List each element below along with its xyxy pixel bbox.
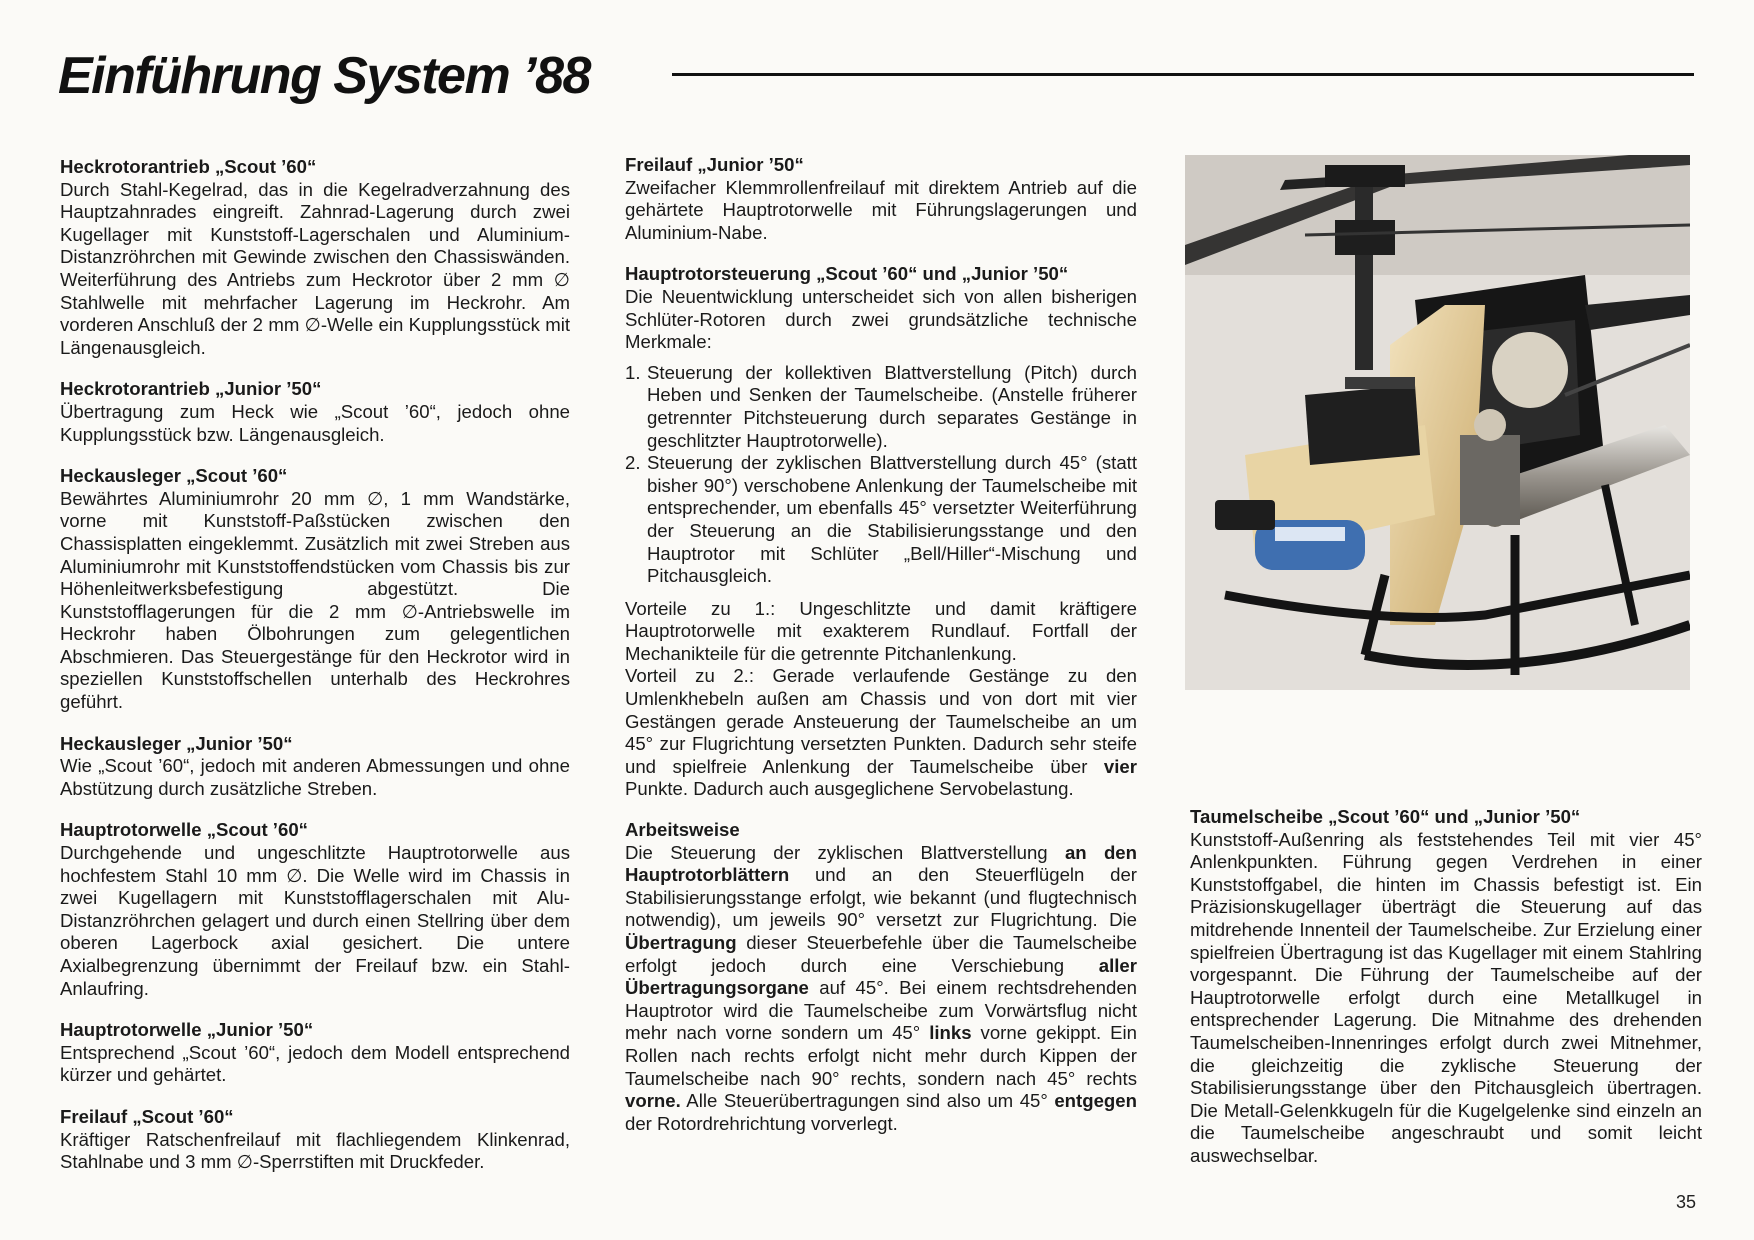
section-text: Kräftiger Ratschenfreilauf mit flachliegendem Klinkenrad, Stahlnabe und 3 mm ∅-Sperrstiften mit Druckfeder. [60, 1128, 570, 1173]
bold-run: vorne. [625, 1090, 681, 1112]
section-heading: Arbeitsweise [625, 819, 740, 841]
helicopter-model-photo-icon [1185, 155, 1690, 690]
section-heading: Heckrotorantrieb „Junior ’50“ [60, 378, 322, 400]
advantage-2 [625, 665, 1137, 801]
section [1190, 806, 1702, 1168]
advantage-1: Vorteile zu 1.: Ungeschlitzte und damit kräftigere Hauptrotorwelle mit exakterem Rundlauf. Fortfall der Mechanikteile für die getrennte Pitchanlenkung. [625, 597, 1137, 664]
text-run: dieser Steuerbefehle über die Taumelscheibe erfolgt jedoch durch eine Verschiebung [625, 932, 1137, 976]
section-text: Bewährtes Aluminiumrohr 20 mm ∅, 1 mm Wandstärke, vorne mit Kunststoff-Paßstücken zwischen den Chassisplatten eingeklemmt. Zusätzlich mit zwei Streben aus Aluminiumrohr mit Kunststoffendstücken vom Chassis bis zur Höhenleitwerksbefestigung abgestützt. Die Kunststofflagerungen für die 2 mm ∅-Antriebswelle im Heckrohr haben Ölbohrungen zum gelegentlichen Abschmieren. Das Steuergestänge für den Heckrotor wird in speziellen Kunststoffschellen unterhalb des Heckrohres geführt. [60, 487, 570, 713]
text-run: auf 45°. Bei einem rechtsdrehenden Hauptrotor wird die Taumelscheibe zum Vorwärtsflug nicht mehr nach vorne sondern um 45° [625, 977, 1137, 1044]
text-run: Vorteil zu 2.: Gerade verlaufende Gestänge zu den Umlenkhebeln außen am Chassis und von dort mit vier Gestängen gerade Ansteuerung der Taumelscheibe an um 45° zur Flugrichtung versetzten Punkten. Dadurch sehr steife und spielfreie Anlenkung der Taumelscheibe über [625, 665, 1137, 777]
helicopter-illustration [1185, 155, 1690, 690]
text-run: Alle Steuerübertragungen sind also um 45° [680, 1090, 1055, 1112]
section-text [625, 842, 1137, 1136]
section-heading: Freilauf „Junior ’50“ [625, 154, 804, 175]
section-text: Übertragung zum Heck wie „Scout ’60“, jedoch ohne Kupplungsstück bzw. Längenausgleich. [60, 400, 570, 445]
section-heading: Hauptrotorsteuerung „Scout ’60“ und „Junior ’50“ [625, 263, 1069, 285]
text-run: und an den Steuerflügeln der Stabilisierungsstange erfolgt, wie bekannt (und flugtechnisch notwendig), um jeweils 90° versetzt zur Flugrichtung. Die [625, 864, 1137, 931]
text-run: Punkte. Dadurch auch ausgeglichene Servobelastung. [625, 778, 1074, 800]
section [60, 1106, 570, 1174]
section-text: Zweifacher Klemmrollenfreilauf mit direktem Antrieb auf die gehärtete Hauptrotorwelle mit Führungslagerungen und Aluminium-Nabe. [625, 176, 1137, 243]
bold-run: aller Übertragungsorgane [625, 954, 1137, 999]
bold-run: vier [1103, 755, 1137, 777]
section [625, 263, 1137, 801]
section-heading: Heckausleger „Junior ’50“ [60, 732, 293, 754]
page-number: 35 [1676, 1192, 1697, 1212]
section [60, 733, 570, 801]
text-run: vorne gekippt. Ein Rollen nach rechts erfolgt nicht mehr durch Kippen der Taumelscheibe nach 90° rechts, sondern nach 45° rechts [625, 1022, 1137, 1089]
list-text: Steuerung der kollektiven Blattverstellung (Pitch) durch Heben und Senken der Taumelscheibe. (Anstelle früherer getrennter Pitchsteuerung durch separates Gestänge in geschlitzter Hauptrotorwelle). [647, 361, 1137, 451]
section [60, 156, 570, 359]
numbered-list [625, 362, 1137, 588]
section [60, 819, 570, 1000]
section-text: Wie „Scout ’60“, jedoch mit anderen Abmessungen und ohne Abstützung durch zusätzliche Streben. [60, 755, 570, 799]
text-run: der Rotordrehrichtung vorverlegt. [625, 1112, 898, 1134]
section-heading: Taumelscheibe „Scout ’60“ und „Junior ’50“ [1190, 806, 1581, 827]
column-middle [625, 154, 1137, 1154]
bold-run: Übertragung [625, 932, 737, 953]
text-run: Die Steuerung der zyklischen Blattverstellung [625, 841, 1065, 863]
section-text: Die Neuentwicklung unterscheidet sich von allen bisherigen Schlüter-Rotoren durch zwei grundsätzliche technische Merkmale: [625, 285, 1137, 353]
section-heading: Heckrotorantrieb „Scout ’60“ [60, 156, 317, 177]
section [60, 465, 570, 714]
section-text: Entsprechend „Scout ’60“, jedoch dem Modell entsprechend kürzer und gehärtet. [60, 1041, 570, 1086]
page-title: Einführung System ’88 [58, 47, 590, 105]
column-left [60, 156, 570, 1193]
list-item [625, 362, 1137, 452]
section-heading: Heckausleger „Scout ’60“ [60, 465, 288, 487]
bold-run: entgegen [1054, 1090, 1137, 1112]
section-heading: Hauptrotorwelle „Scout ’60“ [60, 819, 308, 841]
section-heading: Freilauf „Scout ’60“ [60, 1105, 234, 1127]
bold-run: links [929, 1022, 972, 1044]
column-right [1190, 806, 1702, 1187]
section-text: Durchgehende und ungeschlitzte Hauptrotorwelle aus hochfestem Stahl 10 mm ∅. Die Welle wird im Chassis in zwei Kugellagern mit Kunststofflagerschalen mit Alu-Distanzröhrchen gelagert und durch einen Stellring über dem oberen Lagerbock axial gesichert. Die untere Axialbegrenzung übernimmt der Freilauf bzw. ein Stahl-Anlaufring. [60, 842, 570, 999]
section-text: Kunststoff-Außenring als feststehendes Teil mit vier 45° Anlenkpunkten. Führung gegen Verdrehen in einer Kunststoffgabel, die hinten im Chassis befestigt ist. Ein Präzisionskugellager überträgt die Steuerung auf das mitdrehende Innenteil der Taumelscheibe. Zur Erzielung einer spielfreien Übertragung ist das Kugellager mit einem Stahlring vorgespannt. Die Führung der Taumelscheibe auf der Hauptrotorwelle erfolgt durch eine Metallkugel in entsprechender Lagerung. Die Mitnahme des drehenden Taumelscheiben-Innenringes erfolgt durch zwei Mitnehmer, die gleichzeitig die zyklische Steuerung der Stabilisierungsstange über den Pitchausgleich übertragen. Die Metall-Gelenkkugeln für die Kugelgelenke sind einzeln an die Taumelscheibe angeschraubt und somit leicht auswechselbar. [1190, 828, 1702, 1166]
list-number: 2. [625, 452, 641, 474]
section [625, 154, 1137, 244]
section [60, 378, 570, 446]
list-item [625, 452, 1137, 588]
section [625, 819, 1137, 1135]
section-heading: Hauptrotorwelle „Junior ’50“ [60, 1019, 314, 1041]
section [60, 1019, 570, 1087]
section-text: Durch Stahl-Kegelrad, das in die Kegelradverzahnung des Hauptzahnrades eingreift. Zahnrad-Lagerung durch zwei Kugellager mit Kunststoff-Lagerschalen und Aluminium-Distanzröhrchen mit Gewinde zwischen den Chassiswänden. Weiterführung des Antriebs zum Heckrotor über 2 mm ∅ Stahlwelle mit mehrfacher Lagerung im Heckrohr. Am vorderen Anschluß der 2 mm ∅-Welle ein Kupplungsstück mit Längenausgleich. [60, 178, 570, 358]
title-rule [672, 73, 1694, 76]
list-number: 1. [625, 361, 641, 383]
list-text: Steuerung der zyklischen Blattverstellung durch 45° (statt bisher 90°) verschobene Anlenkung der Taumelscheibe mit entsprechender, um ebenfalls 45° versetzter Weiterführung der Steuerung an die Stabilisierungsstange und den Hauptrotor mit Schlüter „Bell/Hiller“-Mischung und Pitchausgleich. [647, 452, 1137, 587]
bold-run: an den Hauptrotorblättern [625, 841, 1138, 886]
